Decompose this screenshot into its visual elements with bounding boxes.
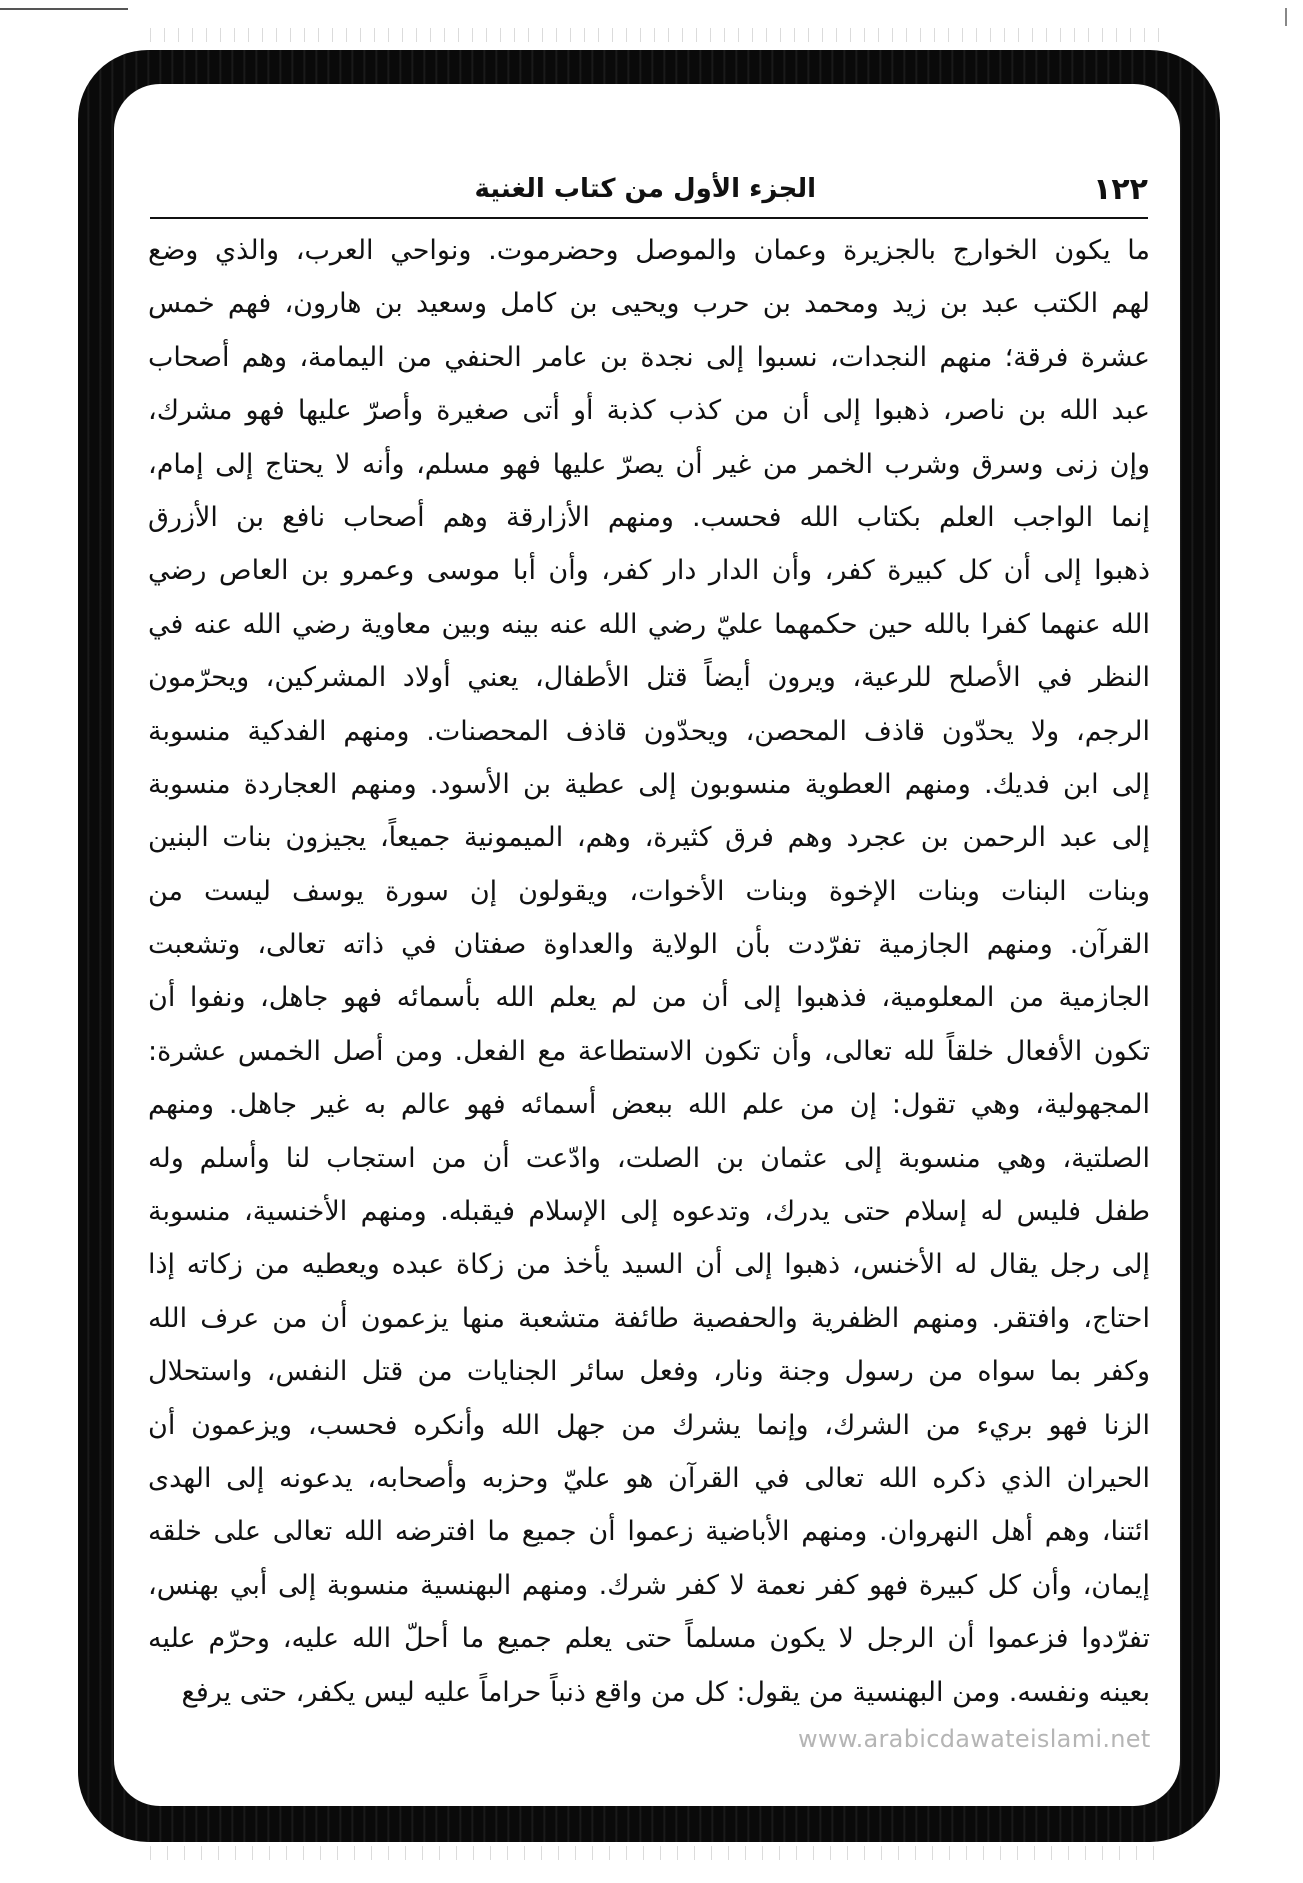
text-line: الزنا فهو بريء من الشرك، وإنما يشرك من جهل الله وأنكره فحسب، ويزعمون أن (148, 1409, 1150, 1441)
running-title: الجزء الأول من كتاب الغنية (474, 174, 816, 204)
text-line: وإن زنى وسرق وشرب الخمر من غير أن يصرّ عليها فهو مسلم، وأنه لا يحتاج إلى إمام، (148, 448, 1150, 480)
text-line: الله عنهما كفرا بالله حين حكمهما عليّ رضي الله عنه بينه وبين معاوية رضي الله عنه في (148, 608, 1150, 640)
text-line: النظر في الأصلح للرعية، ويرون أيضاً قتل الأطفال، يعني أولاد المشركين، ويحرّمون (148, 662, 1150, 694)
text-line: إلى ابن فديك. ومنهم العطوية منسوبون إلى عطية بن الأسود. ومنهم العجاردة منسوبة (148, 768, 1150, 800)
page-header (152, 168, 1148, 218)
text-line: الجازمية من المعلومية، فذهبوا إلى أن من لم يعلم الله بأسمائه فهو جاهل، ونفوا أن (148, 982, 1150, 1014)
watermark: www.arabicdawateislami.net (798, 1725, 1151, 1753)
text-line: احتاج، وافتقر. ومنهم الظفرية والحفصية طائفة متشعبة منها يزعمون أن من عرف الله (148, 1302, 1150, 1334)
text-line: وكفر بما سواه من رسول وجنة ونار، وفعل سائر الجنايات من قتل النفس، واستحلال (148, 1356, 1150, 1388)
text-line: إيمان، وأن كل كبيرة فهو كفر نعمة لا كفر شرك. ومنهم البهنسية منسوبة إلى أبي بهنس، (148, 1569, 1150, 1601)
scan-noise-bottom (150, 1846, 1170, 1860)
text-line: طفل فليس له إسلام حتى يدرك، وتدعوه إلى الإسلام فيقبله. ومنهم الأخنسية، منسوبة (148, 1196, 1150, 1228)
scan-noise-top (150, 28, 1170, 42)
text-line: وبنات البنات وبنات الإخوة وبنات الأخوات، ويقولون إن سورة يوسف ليست من (148, 875, 1150, 907)
text-line: ما يكون الخوارج بالجزيرة وعمان والموصل وحضرموت. ونواحي العرب، والذي وضع (148, 235, 1150, 266)
text-line: إنما الواجب العلم بكتاب الله فحسب. ومنهم الأزارقة وهم أصحاب نافع بن الأزرق (148, 501, 1150, 533)
header-divider (150, 217, 1148, 219)
text-line: عبد الله بن ناصر، ذهبوا إلى أن من كذب كذبة أو أتى صغيرة وأصرّ عليها فهو مشرك، (148, 395, 1150, 427)
text-line: الصلتية، وهي منسوبة إلى عثمان بن الصلت، وادّعت أن من استجاب لنا وأسلم وله (148, 1142, 1150, 1174)
body-text (148, 224, 1150, 1719)
text-line: بعينه ونفسه. ومن البهنسية من يقول: كل من واقع ذنباً حراماً عليه ليس يكفر، حتى يرفع (181, 1676, 1150, 1708)
text-line: لهم الكتب عبد بن زيد ومحمد بن حرب ويحيى بن كامل وسعيد بن هارون، فهم خمس (148, 288, 1150, 320)
text-line: إلى عبد الرحمن بن عجرد وهم فرق كثيرة، وهم، الميمونية جميعاً، يجيزون بنات البنين (148, 822, 1150, 854)
text-line: تفرّدوا فزعموا أن الرجل لا يكون مسلماً حتى يعلم جميع ما أحلّ الله عليه، وحرّم عليه (148, 1623, 1150, 1655)
text-line: ائتنا، وهم أهل النهروان. ومنهم الأباضية زعموا أن جميع ما افترضه الله تعالى على خلقه (148, 1516, 1150, 1548)
text-line: إلى رجل يقال له الأخنس، ذهبوا إلى أن السيد يأخذ من زكاة عبده ويعطيه من زكاته إذا (148, 1249, 1150, 1281)
text-line: الرجم، ولا يحدّون قاذف المحصن، ويحدّون قاذف المحصنات. ومنهم الفدكية منسوبة (148, 715, 1150, 747)
page-number: ١٢٢ (1093, 172, 1148, 207)
scan-corner-mark (1285, 8, 1301, 26)
text-line: ذهبوا إلى أن كل كبيرة كفر، وأن الدار دار كفر، وأن أبا موسى وعمرو بن العاص رضي (148, 555, 1150, 587)
text-line: القرآن. ومنهم الجازمية تفرّدت بأن الولاية والعداوة صفتان في ذاته تعالى، وتشعبت (148, 929, 1150, 961)
scan-corner-line (0, 8, 128, 10)
text-line: تكون الأفعال خلقاً لله تعالى، وأن تكون الاستطاعة مع الفعل. ومن أصل الخمس عشرة: (148, 1035, 1150, 1067)
text-line: الحيران الذي ذكره الله تعالى في القرآن هو عليّ وحزبه وأصحابه، يدعونه إلى الهدى (148, 1462, 1150, 1494)
text-line: عشرة فرقة؛ منهم النجدات، نسبوا إلى نجدة بن عامر الحنفي من اليمامة، وهم أصحاب (148, 341, 1150, 373)
text-line: المجهولية، وهي تقول: إن من علم الله ببعض أسمائه فهو عالم به غير جاهل. ومنهم (148, 1089, 1150, 1121)
